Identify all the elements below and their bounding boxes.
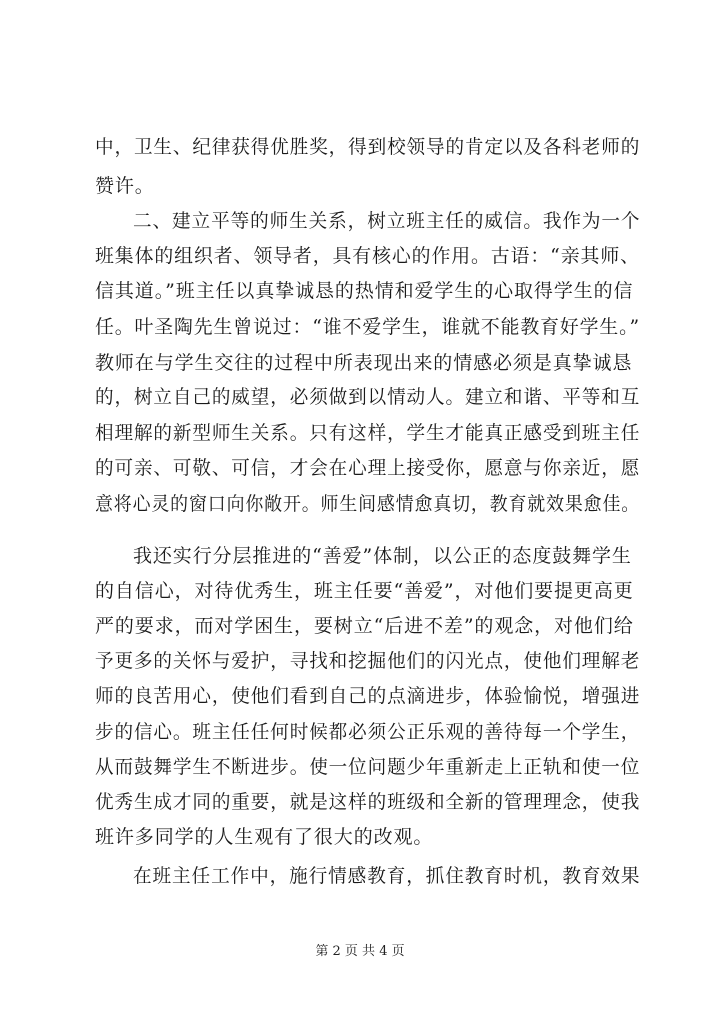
text-line-7: 教师在与学生交往的过程中所表现出来的情感必须是真挚诚恳 bbox=[95, 352, 633, 374]
text-line-18: 从而鼓舞学生不断进步。使一位问题少年重新走上正轨和使一位 bbox=[95, 756, 641, 778]
text-line-9: 相理解的新型师生关系。只有这样，学生才能真正感受到班主任 bbox=[95, 422, 641, 444]
text-line-19: 优秀生成才同的重要，就是这样的班级和全新的管理理念，使我 bbox=[95, 791, 641, 813]
text-line-17: 步的信心。班主任任何时候都必须公正乐观的善待每一个学生， bbox=[95, 721, 641, 743]
text-line-20: 班许多同学的人生观有了很大的改观。 bbox=[95, 826, 434, 848]
text-line-14: 严的要求，而对学困生，要树立“后进不差”的观念，对他们给 bbox=[95, 615, 634, 637]
text-line-8: 的，树立自己的威望，必须做到以情动人。建立和谐、平等和互 bbox=[95, 386, 641, 408]
text-line-5: 信其道。”班主任以真挚诚恳的热情和爱学生的心取得学生的信 bbox=[95, 280, 634, 302]
page-number-footer: 第 2 页 共 4 页 bbox=[315, 944, 405, 959]
text-line-6: 任。叶圣陶先生曾说过：“谁不爱学生，谁就不能教育好学生。” bbox=[95, 316, 641, 338]
text-line-16: 师的良苦用心，使他们看到自己的点滴进步，体验愉悦，增强进 bbox=[95, 685, 641, 707]
text-line-1: 中，卫生、纪律获得优胜奖，得到校领导的肯定以及各科老师的 bbox=[95, 136, 641, 158]
text-line-12: 我还实行分层推进的“善爱”体制，以公正的态度鼓舞学生 bbox=[133, 545, 632, 567]
text-line-15: 予更多的关怀与爱护，寻找和挖掘他们的闪光点，使他们理解老 bbox=[95, 650, 641, 672]
text-line-2: 赞许。 bbox=[95, 175, 155, 197]
text-line-13: 的自信心，对待优秀生，班主任要“善爱”，对他们要提更高更 bbox=[95, 580, 634, 602]
text-line-3: 二、建立平等的师生关系，树立班主任的威信。我作为一个 bbox=[133, 210, 641, 232]
text-line-10: 的可亲、可敬、可信，才会在心理上接受你，愿意与你亲近，愿 bbox=[95, 457, 641, 479]
text-line-21: 在班主任工作中，施行情感教育，抓住教育时机，教育效果 bbox=[133, 865, 641, 887]
text-line-11: 意将心灵的窗口向你敞开。师生间感情愈真切，教育就效果愈佳。 bbox=[95, 493, 641, 515]
text-line-4: 班集体的组织者、领导者，具有核心的作用。古语：“亲其师、 bbox=[95, 245, 640, 267]
